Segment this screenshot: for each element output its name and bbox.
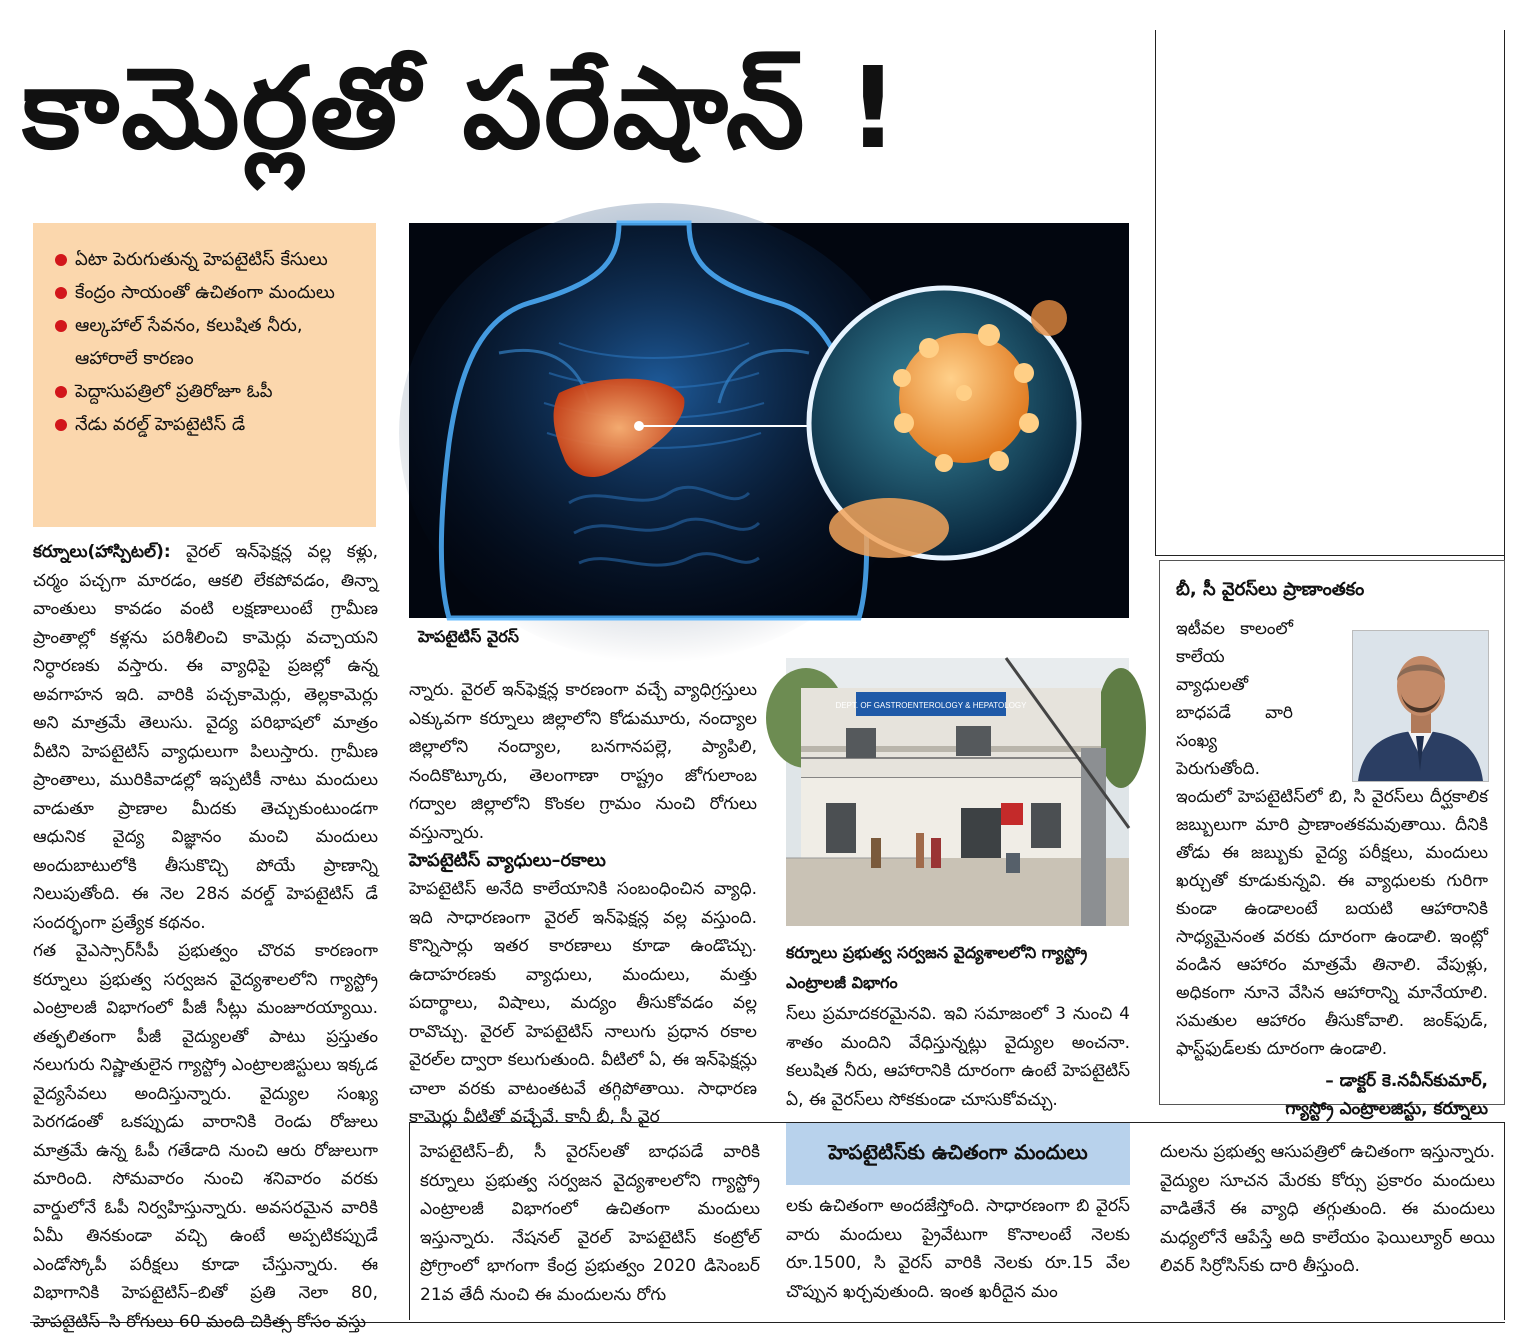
bullet-dot: [55, 320, 67, 332]
highlight-text: కేంద్రం సాయంతో ఉచితంగా మందులు: [75, 282, 335, 303]
doctor-portrait: [1352, 630, 1489, 782]
paragraph: దులను ప్రభుత్వ ఆసుపత్రిలో ఉచితంగా ఇస్తున్నారు. వైద్యుల సూచన మేరకు కోర్సు ప్రకారం మందులు వాడితేనే ఈ వ్యాధి తగ్గుతుంది. ఈ మందులు మధ్యలోనే ఆపేస్తే అది కాలేయం ఫెయిల్యూర్ అయి లివర్ సిర్రోసిస్‌కు దారి తీస్తుంది.: [1160, 1142, 1495, 1276]
hospital-illustration: [786, 658, 1129, 926]
hospital-photo: [786, 658, 1129, 926]
paragraph: [33, 538, 378, 937]
hero-caption: హెపటైటిస్ వైరస్: [418, 627, 520, 646]
hepatitis-virus-image: [409, 223, 1129, 618]
bullet-dot: [55, 386, 67, 398]
subhead: హెపటైటిస్ వ్యాధులు–రకాలు: [409, 850, 606, 871]
highlight-item: [55, 309, 362, 375]
paragraph: హెపటైటిస్ అనేది కాలేయానికి సంబంధించిన వ్యాధి. ఇది సాధారణంగా వైరల్ ఇన్‌ఫెక్షన్ల వల్ల వస్తుంది. కొన్నిసార్లు ఇతర కారణాలు కూడా ఉండొచ్చు. ఉదాహరణకు వ్యాధులు, మందులు, మత్తు పదార్థాలు, విషాలు, మద్యం తీసుకోవడం వల్ల రావొచ్చు. వైరల్ హెపటైటిస్ నాలుగు ప్రధాన రకాల వైరల్‌ల ద్వారా కలుగుతుంది. వీటిలో ఏ, ఈ ఇన్‌ఫెక్షన్లు చాలా వరకు వాటంతటవే తగ్గిపోతాయి. సాధారణ కామెర్లు వీటితో వచ్చేవే. కానీ బీ, సీ వైర: [409, 879, 757, 1127]
highlight-item: [55, 243, 362, 276]
paragraph: స్‌లు ప్రమాదకరమైనవి. ఇవి సమాజంలో 3 నుంచి 4 శాతం మందిని వేధిస్తున్నట్లు వైద్యుల అంచనా. కలుషిత నీరు, ఆహారానికి దూరంగా ఉంటే హెపటైటిస్ ఏ, ఈ వైరస్‌లు సోకకుండా చూసుకోవచ్చు.: [786, 1004, 1130, 1110]
sidebox-top-rule: [1155, 555, 1505, 556]
doctor-title: గ్యాస్ట్రో ఎంట్రాలజిస్టు, కర్నూలు: [1285, 1099, 1488, 1119]
dateline: కర్నూలు(హాస్పిటల్):: [33, 542, 171, 562]
bottom-column-middle: [786, 1192, 1130, 1310]
paragraph: హెపటైటిస్–బీ, సీ వైరస్‌లతో బాధపడే వారికి కర్నూలు ప్రభుత్వ సర్వజన వైద్యశాలలోని గ్యాస్ట్రో ఎంట్రాలజీ విభాగంలో ఉచితంగా మందులు ఇస్తున్నారు. నేషనల్ వైరల్ హెపటైటిస్ కంట్రోల్ ప్రోగ్రాంలో భాగంగా కేంద్ర ప్రభుత్వం 2020 డిసెంబర్ 21వ తేదీ నుంచి ఈ మందులను రోగు: [420, 1142, 760, 1305]
headline: కామెర్లతో పరేషాన్ !: [22, 44, 901, 174]
paragraph: గత వైఎస్సార్‌సీపీ ప్రభుత్వం చొరవ కారణంగా కర్నూలు ప్రభుత్వ సర్వజన వైద్యశాలలోని గ్యాస్ట్రో ఎంట్రాలజీ విభాగంలో పీజీ సీట్లు మంజూరయ్యాయి. తత్ఫలితంగా పీజీ వైద్యులతో పాటు ప్రస్తుతం నలుగురు నిష్ణాతులైన గ్యాస్ట్రో ఎంట్రాలజిస్టులు ఇక్కడ వైద్యసేవలు అందిస్తున్నారు. వైద్యుల సంఖ్య పెరగడంతో ఒకప్పుడు వారానికి రెండు రోజులు మాత్రమే ఉన్న ఓపీ గతేడాది నుంచి ఆరు రోజులుగా మారింది. సోమవారం నుంచి శనివారం వరకు వార్డులోనే ఓపీ నిర్వహిస్తున్నారు. అవసరమైన వారికి ఏమీ తినకుండా వచ్చి ఉంటే అప్పటికప్పుడే ఎండోస్కోపీ పరీక్షలు కూడా చేస్తున్నారు. ఈ విభాగానికి హెపటైటిస్–బితో ప్రతి నెలా 80, హెపటైటిస్–సి రోగులు 60 మంది చికిత్స కోసం వస్తు: [33, 941, 378, 1332]
paragraph-text: వైరల్ ఇన్‌ఫెక్షన్ల వల్ల కళ్లు, చర్మం పచ్చగా మారడం, ఆకలి లేకపోవడం, తిన్నా వాంతులు కావడం వంటి లక్షణాలుంటే గ్రామీణ ప్రాంతాల్లో కళ్లను పరిశీలించి కామెర్లు వచ్చాయని నిర్ధారణకు వస్తారు. ఈ వ్యాధిపై ప్రజల్లో ఉన్న అవగాహన ఇది. వారికి పచ్చకామెర్లు, తెల్లకామెర్లు అని మాత్రమే తెలుసు. వైద్య పరిభాషలో మాత్రం వీటిని హెపటైటిస్ వ్యాధులుగా పిలుస్తారు. గ్రామీణ ప్రాంతాలు, మురికివాడల్లో ఇప్పటికీ నాటు మందులు వాడుతూ ప్రాణాల మీదకు తెచ్చుకుంటుండగా ఆధునిక వైద్య విజ్ఞానం మంచి మందులు అందుబాటులోకి తీసుకొచ్చి పోయే ప్రాణాన్ని నిలుపుతోంది. ఈ నెల 28న వరల్డ్ హెపటైటిస్ డే సందర్భంగా ప్రత్యేక కథనం.: [33, 542, 378, 933]
paragraph: న్నారు. వైరల్ ఇన్‌ఫెక్షన్ల కారణంగా వచ్చే వ్యాధిగ్రస్తులు ఎక్కువగా కర్నూలు జిల్లాలోని కోడుమూరు, నంద్యాల జిల్లాలోని నంద్యాల, బనగానపల్లె, ప్యాపిలి, నందికొట్కూరు, తెలంగాణా రాష్ట్రం జోగులాంబ గద్వాల జిల్లాలోని కొంకల గ్రామం నుంచి రోగులు వస్తున్నారు.: [409, 680, 757, 843]
doctor-name: – డాక్టర్ కె.నవీన్‌కుమార్,: [1325, 1071, 1488, 1091]
column-divider: [1155, 30, 1156, 555]
paragraph: లకు ఉచితంగా అందజేస్తోంది. సాధారణంగా బి వైరస్ వారు మందులు ప్రైవేటుగా కొనాలంటే నెలకు రూ.1500, సి వైరస్ వారికి నెలకు రూ.15 వేల చొప్పున ఖర్చవుతుంది. ఇంత ఖరీదైన మం: [786, 1196, 1130, 1302]
article-column-1: [33, 538, 378, 1332]
bottom-right-rule: [1504, 1122, 1505, 1320]
sidebox-body-text: ఇటీవల కాలంలో కాలేయ వ్యాధులతో బాధపడే వారి సంఖ్య పెరుగుతోంది. ఇందులో హెపటైటిస్‌లో బి, సి వైరస్‌లు దీర్ఘకాలిక జబ్బులుగా మారి ప్రాణాంతకమవుతాయి. దీనికి తోడు ఈ జబ్బుకు వైద్య పరీక్షలు, మందులు ఖర్చుతో కూడుకున్నవి. ఈ వ్యాధులకు గురిగా కుండా ఉండాలంటే బయటి ఆహారానికి సాధ్యమైనంత వరకు దూరంగా ఉండాలి. ఇంట్లో వండిన ఆహారం మాత్రమే తినాలి. వేపుళ్లు, అధికంగా నూనె వేసిన ఆహారాన్ని మానేయాలి. సమతుల ఆహారం తీసుకోవాలి. జంక్‌ఫుడ్, ఫాస్ట్‌ఫుడ్‌లకు దూరంగా ఉండాలి.: [1176, 619, 1488, 1059]
bullet-dot: [55, 419, 67, 431]
highlight-text: పెద్దాసుపత్రిలో ప్రతిరోజూ ఓపీ: [75, 381, 273, 402]
highlight-text: నేడు వరల్డ్ హెపటైటిస్ డే: [75, 414, 246, 435]
bottom-left-rule: [409, 1122, 410, 1320]
article-column-2: [409, 676, 757, 1127]
doctor-portrait-illustration: [1353, 631, 1488, 781]
highlight-item: [55, 375, 362, 408]
bottom-column-left: [420, 1138, 760, 1310]
bullet-dot: [55, 254, 67, 266]
bullet-dot: [55, 287, 67, 299]
hospital-sign-text: DEPT. OF GASTROENTEROLOGY & HEPATOLOGY: [835, 701, 1027, 710]
hero-illustration: [409, 223, 1129, 618]
bottom-column-right: [1160, 1138, 1495, 1310]
highlight-text: ఏటా పెరుగుతున్న హెపటైటిస్ కేసులు: [75, 249, 328, 270]
highlight-item: [55, 276, 362, 309]
sidebox-title: బీ, సీ వైరస్‌లు ప్రాణాంతకం: [1176, 579, 1365, 600]
hospital-caption: కర్నూలు ప్రభుత్వ సర్వజన వైద్యశాలలోని గ్యాస్ట్రో ఎంట్రాలజీ విభాగం: [786, 943, 1088, 992]
highlight-text: ఆల్కహాల్ సేవనం, కలుషిత నీరు, ఆహారాలే కారణం: [75, 315, 303, 369]
free-medicine-banner: హెపటైటిస్‌కు ఉచితంగా మందులు: [786, 1123, 1130, 1185]
highlights-box: [33, 223, 376, 527]
highlight-item: [55, 408, 362, 441]
doctor-signature: [1176, 1067, 1488, 1123]
article-column-3: [786, 1000, 1130, 1112]
